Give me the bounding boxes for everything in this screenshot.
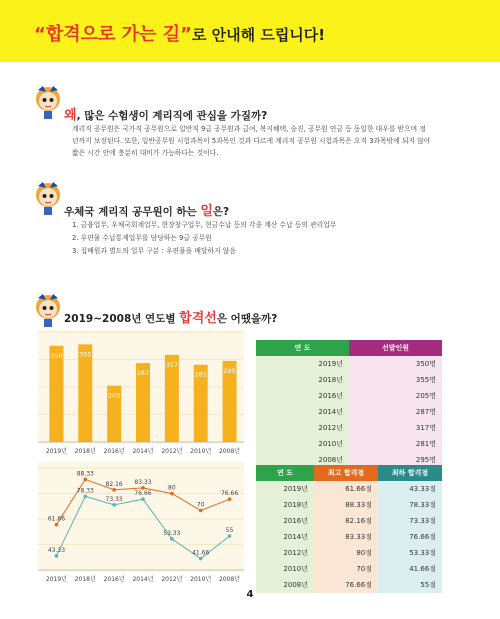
- table-cell: 350명: [349, 356, 442, 372]
- question-2-pre: 우체국 계리직 공무원이 하는: [64, 206, 201, 218]
- x-tick-label: 2018년: [74, 576, 96, 583]
- data-point: [83, 478, 87, 482]
- data-point: [112, 503, 116, 507]
- question-1-text: , 많은 수험생이 계리직에 관심을 가질까?: [76, 110, 268, 122]
- page-number: 4: [246, 589, 254, 600]
- point-data-label: 78.33: [76, 487, 94, 495]
- list-item: 2. 우편물 수납통계업무를 담당하는 9급 공무원: [72, 234, 212, 242]
- data-point: [170, 492, 174, 496]
- table-row: [256, 404, 442, 420]
- question-3: [64, 307, 277, 326]
- table-cell: 61.66점: [314, 481, 378, 497]
- list-item: 3. 집배원과 별도의 업무 구분 : 우편물을 배달하지 않음: [72, 247, 236, 255]
- table-cell: 355명: [349, 372, 442, 388]
- point-data-label: 70: [196, 501, 205, 509]
- table-row: [256, 356, 442, 372]
- table-cell: 78.33점: [378, 497, 442, 513]
- table-row: [256, 481, 442, 497]
- table-cell: 43.33점: [378, 481, 442, 497]
- table-cell: 287명: [349, 404, 442, 420]
- data-point: [228, 497, 232, 501]
- bar-data-label: 355: [79, 350, 92, 359]
- mascot-icon: [33, 84, 63, 120]
- x-tick-label: 2012년: [161, 448, 183, 455]
- table-cell: 53.33점: [378, 545, 442, 561]
- table-cell: 55점: [378, 577, 442, 593]
- table-cell: 2008년: [256, 577, 314, 593]
- table-cell: 2016년: [256, 513, 314, 529]
- table-cell: 205명: [349, 388, 442, 404]
- bar-chart: [38, 330, 244, 460]
- bar-data-label: 295: [223, 366, 236, 375]
- point-data-label: 41.66: [192, 549, 210, 557]
- table-cell: 2019년: [256, 356, 349, 372]
- question-3-highlight: 합격선: [179, 311, 217, 326]
- x-tick-label: 2019년: [45, 576, 67, 583]
- point-data-label: 80: [168, 484, 176, 492]
- point-data-label: 43.33: [47, 546, 66, 554]
- question-3-pre: 2019~2008년 연도별: [64, 313, 180, 325]
- point-data-label: 73.33: [105, 495, 123, 503]
- data-point: [199, 557, 203, 561]
- table-cell: 88.33점: [314, 497, 378, 513]
- table-header: 최고 합격점: [314, 465, 378, 481]
- table-cell: 80점: [314, 545, 378, 561]
- table-cell: 2018년: [256, 372, 349, 388]
- table-cell: 2014년: [256, 404, 349, 420]
- bar: [49, 346, 63, 442]
- mascot-icon: [33, 292, 63, 328]
- table-row: [256, 561, 442, 577]
- scores-table: [256, 465, 442, 593]
- table-cell: 83.33점: [314, 529, 378, 545]
- applicants-table: [256, 340, 442, 468]
- table-row: [256, 372, 442, 388]
- table-cell: 73.33점: [378, 513, 442, 529]
- table-cell: 82.16점: [314, 513, 378, 529]
- table-header: 선발인원: [349, 340, 442, 356]
- data-point: [83, 495, 87, 499]
- table-cell: 2018년: [256, 497, 314, 513]
- section-1-body: 계리직 공무원은 국가직 공무원으로 일반직 9급 공무원과 급여, 복지혜택, 승진, 공무원 연금 등 동일한 대우를 받으며 정년까지 보장된다. 또한, 일반공무원 시험과목이 5과목인 것과 다르게 계리직 공무원 시험과목은 오직 3과목밖에 되지 않아 짧은 시간 안에 충분히 대비가 가능하다는 것이다.: [72, 125, 431, 157]
- point-data-label: 55: [225, 527, 234, 534]
- data-point: [112, 488, 116, 492]
- table-cell: 2014년: [256, 529, 314, 545]
- table-cell: 2016년: [256, 388, 349, 404]
- table-header: 연 도: [256, 340, 349, 356]
- table-cell: 2019년: [256, 481, 314, 497]
- table-cell: 2012년: [256, 420, 349, 436]
- data-point: [55, 523, 59, 527]
- data-point: [228, 534, 232, 538]
- data-point: [141, 486, 145, 490]
- point-data-label: 53.33: [163, 529, 181, 537]
- table-cell: 317명: [349, 420, 442, 436]
- banner-highlight: “합격으로 가는 길”: [34, 24, 192, 45]
- point-data-label: 76.66: [220, 490, 239, 498]
- table-cell: 295명: [349, 452, 442, 468]
- x-tick-label: 2010년: [190, 576, 212, 583]
- data-point: [55, 554, 59, 558]
- table-header: 최하 합격점: [378, 465, 442, 481]
- x-tick-label: 2012년: [161, 576, 183, 583]
- question-3-post: 은 어땠을까?: [216, 313, 278, 325]
- data-point: [141, 497, 145, 501]
- x-tick-label: 2008년: [219, 576, 241, 583]
- table-row: [256, 388, 442, 404]
- line-chart: [38, 462, 244, 587]
- table-cell: 41.66점: [378, 561, 442, 577]
- table-row: [256, 545, 442, 561]
- table-row: [256, 497, 442, 513]
- point-data-label: 76.66: [134, 490, 152, 498]
- table-cell: 70점: [314, 561, 378, 577]
- table-cell: 2012년: [256, 545, 314, 561]
- bar-data-label: 317: [165, 360, 179, 369]
- table-cell: 76.66점: [314, 577, 378, 593]
- x-tick-label: 2014년: [132, 576, 154, 583]
- table-cell: 2008년: [256, 452, 349, 468]
- data-point: [199, 509, 203, 513]
- mascot-icon: [33, 180, 63, 216]
- question-2-highlight: 일: [200, 204, 213, 219]
- point-data-label: 83.33: [134, 478, 152, 486]
- table-row: [256, 529, 442, 545]
- table-cell: 2010년: [256, 561, 314, 577]
- x-tick-label: 2016년: [103, 448, 125, 455]
- table-cell: 2010년: [256, 436, 349, 452]
- table-row: [256, 436, 442, 452]
- point-data-label: 82.16: [105, 480, 123, 488]
- point-data-label: 88.33: [76, 470, 94, 478]
- x-tick-label: 2010년: [190, 448, 212, 455]
- question-2: [64, 200, 229, 219]
- x-tick-label: 2018년: [74, 448, 96, 455]
- duty-list: [72, 219, 336, 258]
- banner-rest: 로 안내해 드립니다!: [191, 26, 326, 44]
- table-cell: 76.66점: [378, 529, 442, 545]
- table-row: [256, 420, 442, 436]
- table-row: [256, 513, 442, 529]
- bar-data-label: 281: [194, 370, 207, 379]
- bar-data-label: 205: [107, 391, 121, 400]
- question-1: [64, 104, 267, 123]
- data-point: [170, 537, 174, 541]
- list-item: 1. 금융업무, 우체국회계업무, 현장창구업무, 현금수납 등의 각종 계산 수납 등의 관리업무: [72, 221, 337, 229]
- bar: [78, 344, 92, 442]
- table-cell: 281명: [349, 436, 442, 452]
- x-tick-label: 2014년: [132, 448, 154, 455]
- point-data-label: 61.66: [47, 515, 66, 523]
- question-1-highlight: 왜: [64, 108, 77, 123]
- x-tick-label: 2019년: [45, 448, 67, 455]
- x-tick-label: 2008년: [219, 448, 241, 455]
- x-tick-label: 2016년: [103, 576, 125, 583]
- banner-title: [34, 20, 325, 46]
- bar-data-label: 350: [50, 351, 63, 360]
- title-banner: [0, 0, 500, 62]
- table-header: 연 도: [256, 465, 314, 481]
- bar-data-label: 287: [136, 369, 150, 378]
- question-2-post: 은?: [212, 206, 230, 218]
